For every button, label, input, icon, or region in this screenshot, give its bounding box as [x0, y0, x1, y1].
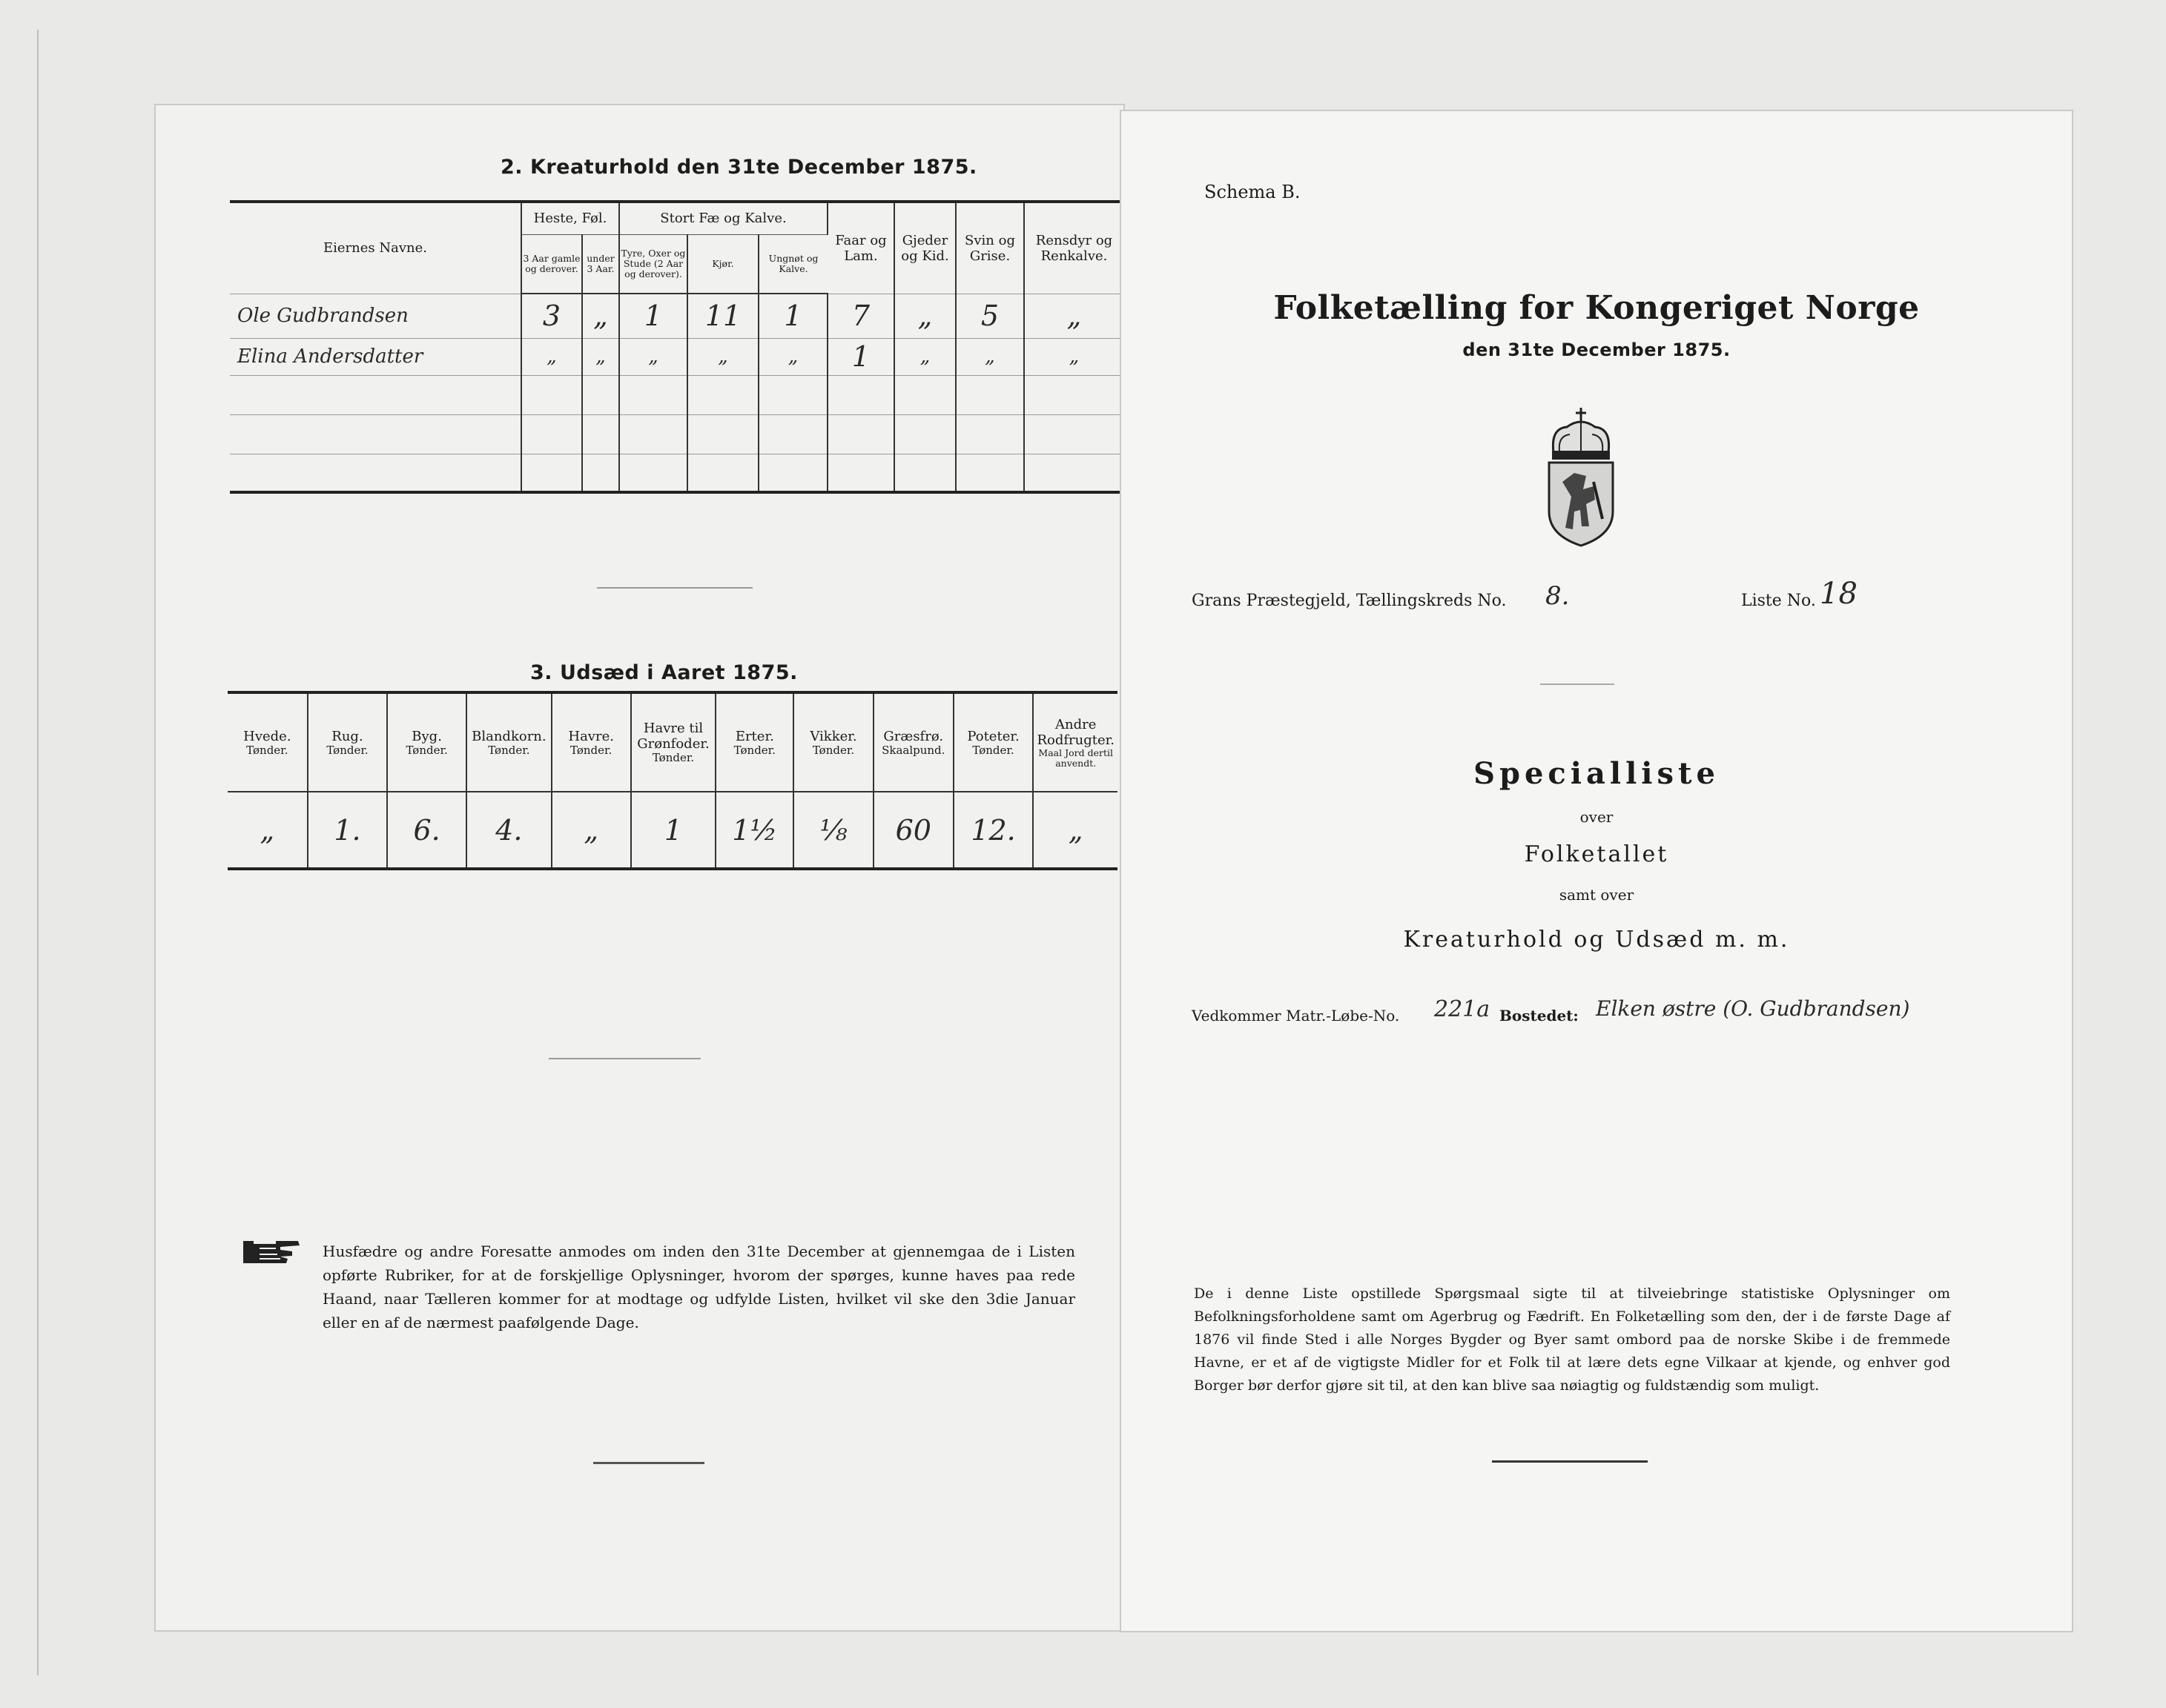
- cell: 3: [521, 294, 582, 338]
- seed-header: Vikker. Tønder.: [793, 692, 874, 792]
- seed-value: 1.: [308, 792, 388, 869]
- young-cattle-header: Ungnøt og Kalve.: [759, 234, 828, 294]
- bulls-header: Tyre, Oxer og Stude (2 Aar og derover).: [619, 234, 687, 294]
- samt-over-text: samt over: [1559, 886, 1634, 904]
- seed-value: 12.: [954, 792, 1034, 869]
- divider: [597, 587, 753, 589]
- document-date: den 31te December 1875.: [1462, 340, 1731, 360]
- table-row: [230, 294, 1123, 338]
- horses-group-header: Heste, Føl.: [521, 202, 619, 234]
- kreaturhold-text: Kreaturhold og Udsæd m. m.: [1403, 927, 1790, 953]
- cattle-group-header: Stort Fæ og Kalve.: [619, 202, 828, 234]
- cell: 1: [619, 294, 687, 338]
- divider: [1540, 683, 1614, 685]
- table-row: [230, 375, 1123, 414]
- sheep-header: Faar og Lam.: [828, 202, 894, 294]
- seed-header: Blandkorn. Tønder.: [466, 692, 552, 792]
- section2-title: 2. Kreaturhold den 31te December 1875.: [501, 156, 977, 179]
- table-row: [230, 454, 1123, 492]
- seed-header: Havre. Tønder.: [552, 692, 631, 792]
- right-page: [1121, 111, 2072, 1631]
- specialliste-title: Specialliste: [1473, 756, 1720, 791]
- cell: „: [1024, 294, 1123, 338]
- cell: 7: [828, 294, 894, 338]
- owner-name-header: Eiernes Navne.: [230, 202, 521, 294]
- cell: „: [582, 338, 619, 375]
- bosted-label: Bostedet:: [1499, 1007, 1579, 1025]
- cell: „: [521, 338, 582, 375]
- cell: 11: [687, 294, 759, 338]
- cell: „: [894, 294, 956, 338]
- seed-value: ⅛: [793, 792, 874, 869]
- notice-text: Husfædre og andre Foresatte anmodes om inden den 31te December at gjennemgaa de i Listen opførte Rubriker, for at de forskjellige Oplysninger, hvorom der spørges, kunne haves paa rede Haand, naar Tælleren kommer for at modtage og udfylde Listen, hvilket vil ske den 3die Januar eller en af de nærmest paafølgende Dage.: [323, 1242, 1075, 1331]
- liste-label: Liste No.: [1741, 592, 1816, 610]
- seed-value: 1½: [716, 792, 793, 869]
- livestock-table: [230, 200, 1123, 494]
- coat-of-arms-icon: [1540, 408, 1622, 552]
- cell: „: [956, 338, 1024, 375]
- seed-value: „: [228, 792, 308, 869]
- matr-label: Vedkommer Matr.-Løbe-No.: [1192, 1007, 1400, 1025]
- prestegjeld-label: Grans Præstegjeld, Tællingskreds No.: [1192, 592, 1507, 610]
- schema-label: Schema B.: [1204, 182, 1301, 202]
- over-text: over: [1579, 808, 1614, 826]
- pointing-hand-icon: [243, 1238, 301, 1269]
- divider: [549, 1058, 701, 1059]
- divider: [593, 1462, 704, 1464]
- table-row: [230, 338, 1123, 375]
- goats-header: Gjeder og Kid.: [894, 202, 956, 294]
- owner-name: Ole Gudbrandsen: [230, 294, 521, 338]
- seed-table: [228, 691, 1117, 870]
- seed-value: 60: [874, 792, 954, 869]
- seed-header: Poteter. Tønder.: [954, 692, 1034, 792]
- cell: „: [759, 338, 828, 375]
- cell: „: [619, 338, 687, 375]
- cell: „: [582, 294, 619, 338]
- kreds-number: 8.: [1545, 581, 1570, 611]
- left-page: [156, 105, 1123, 1630]
- divider: [1492, 1460, 1648, 1463]
- table-row: [228, 792, 1117, 869]
- table-row: [230, 414, 1123, 454]
- seed-value: „: [1033, 792, 1117, 869]
- seed-header: Havre til Grønfoder. Tønder.: [631, 692, 716, 792]
- seed-header: Erter. Tønder.: [716, 692, 793, 792]
- pigs-header: Svin og Grise.: [956, 202, 1024, 294]
- seed-header: Rug. Tønder.: [308, 692, 388, 792]
- seed-value: 4.: [466, 792, 552, 869]
- horses-under3-header: under 3 Aar.: [582, 234, 619, 294]
- cows-header: Kjør.: [687, 234, 759, 294]
- seed-value: „: [552, 792, 631, 869]
- seed-header: Byg. Tønder.: [387, 692, 466, 792]
- cell: 1: [828, 338, 894, 375]
- matr-value: 221a: [1434, 996, 1490, 1022]
- cell: „: [687, 338, 759, 375]
- seed-header: Hvede. Tønder.: [228, 692, 308, 792]
- section3-title: 3. Udsæd i Aaret 1875.: [530, 661, 798, 684]
- horses-3yr-header: 3 Aar gamle og derover.: [521, 234, 582, 294]
- bosted-value: Elken østre (O. Gudbrandsen): [1596, 996, 1910, 1021]
- cell: 1: [759, 294, 828, 338]
- seed-value: 6.: [387, 792, 466, 869]
- seed-header: Græsfrø. Skaalpund.: [874, 692, 954, 792]
- cell: „: [1024, 338, 1123, 375]
- cell: 5: [956, 294, 1024, 338]
- document-title: Folketælling for Kongeriget Norge: [1273, 289, 1920, 327]
- seed-value: 1: [631, 792, 716, 869]
- reindeer-header: Rensdyr og Renkalve.: [1024, 202, 1123, 294]
- folketallet-text: Folketallet: [1524, 841, 1669, 867]
- owner-name: Elina Andersdatter: [230, 338, 521, 375]
- explanation-text: De i denne Liste opstillede Spørgsmaal sigte til at tilveiebringe statistiske Oplysninger om Befolkningsforholdene samt om Agerbrug og Fædrift. En Folketælling som den, der i de første Dage af 1876 vil finde Sted i alle Norges Bygder og Byer samt ombord paa de norske Skibe i de fremmede Havne, er et af de vigtigste Midler for et Folk til at lære dets egne Vilkaar at kjende, og enhver god Borger bør derfor gjøre sit til, at den kan blive saa nøiagtig og fuldstændig som muligt.: [1194, 1285, 1950, 1394]
- liste-number: 18: [1820, 577, 1858, 611]
- seed-header: Andre Rodfrugter. Maal Jord dertil anvendt.: [1033, 692, 1117, 792]
- cell: „: [894, 338, 956, 375]
